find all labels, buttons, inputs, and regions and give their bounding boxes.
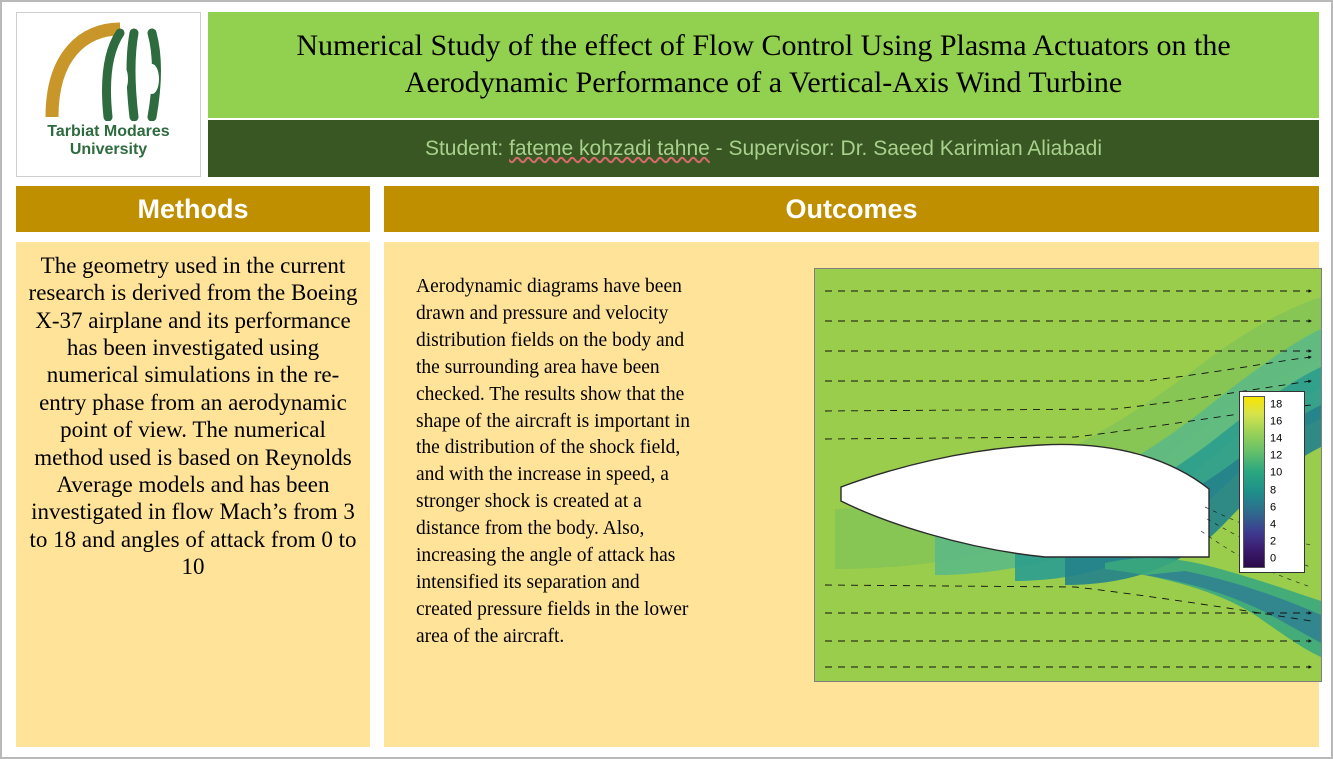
university-name-line1: Tarbiat Modares bbox=[47, 123, 170, 140]
legend-tick: 6 bbox=[1270, 501, 1277, 514]
poster-title-band bbox=[208, 12, 1319, 118]
legend-tick: 12 bbox=[1270, 449, 1283, 462]
supervisor-label: - Supervisor: Dr. Saeed Karimian Aliabadi bbox=[709, 136, 1103, 160]
methods-section-header bbox=[16, 186, 370, 232]
legend-tick: 0 bbox=[1270, 552, 1277, 565]
poster-header bbox=[16, 12, 1319, 177]
tarbiat-modares-logo-icon bbox=[34, 21, 184, 121]
legend-tick-labels bbox=[1265, 396, 1301, 568]
legend-tick: 16 bbox=[1270, 415, 1283, 428]
methods-body-text: The geometry used in the current research is derived from the Boeing X-37 airplane and its performance has been investigated using numerical simulations in the re-entry phase from an aerodynamic point of view. The numerical method used is based on Reynolds Average models and has been investigated in flow Mach’s from 3 to 18 and angles of attack from 0 to 10 bbox=[28, 253, 358, 579]
authors-line bbox=[425, 137, 1102, 161]
methods-heading: Methods bbox=[137, 193, 249, 224]
legend-tick: 14 bbox=[1270, 432, 1283, 445]
poster-subtitle-band bbox=[208, 120, 1319, 177]
outcomes-content bbox=[396, 256, 1307, 733]
legend-tick: 2 bbox=[1270, 535, 1277, 548]
contour-legend bbox=[1239, 391, 1305, 573]
legend-tick: 8 bbox=[1270, 484, 1277, 497]
student-name: fateme kohzadi tahne bbox=[509, 136, 710, 160]
student-label: Student: bbox=[424, 136, 510, 160]
page-title: Numerical Study of the effect of Flow Control Using Plasma Actuators on the Aerodynamic Performance of a Vertical-Axis Wind Turbine bbox=[296, 29, 1231, 99]
outcomes-body-text: Aerodynamic diagrams have been drawn and pressure and velocity distribution fields on the body and the surrounding area have been checked. The results show that the shape of the aircraft is important in the distribution of the shock field, and with the increase in speed, a stronger shock is created at a distance from the body. Also, increasing the angle of attack has intensified its separation and created pressure fields in the lower area of the aircraft. bbox=[416, 276, 690, 647]
legend-colorbar bbox=[1243, 396, 1265, 568]
methods-panel bbox=[16, 242, 370, 747]
legend-tick: 4 bbox=[1270, 518, 1277, 531]
legend-tick: 10 bbox=[1270, 466, 1283, 479]
outcomes-section-header bbox=[384, 186, 1319, 232]
outcomes-panel bbox=[384, 242, 1319, 747]
cfd-contour-plot bbox=[814, 268, 1322, 682]
university-name bbox=[47, 123, 169, 158]
outcomes-heading: Outcomes bbox=[785, 193, 918, 224]
legend-tick: 18 bbox=[1270, 398, 1283, 411]
university-name-line2: University bbox=[69, 140, 148, 158]
university-logo bbox=[16, 12, 201, 177]
